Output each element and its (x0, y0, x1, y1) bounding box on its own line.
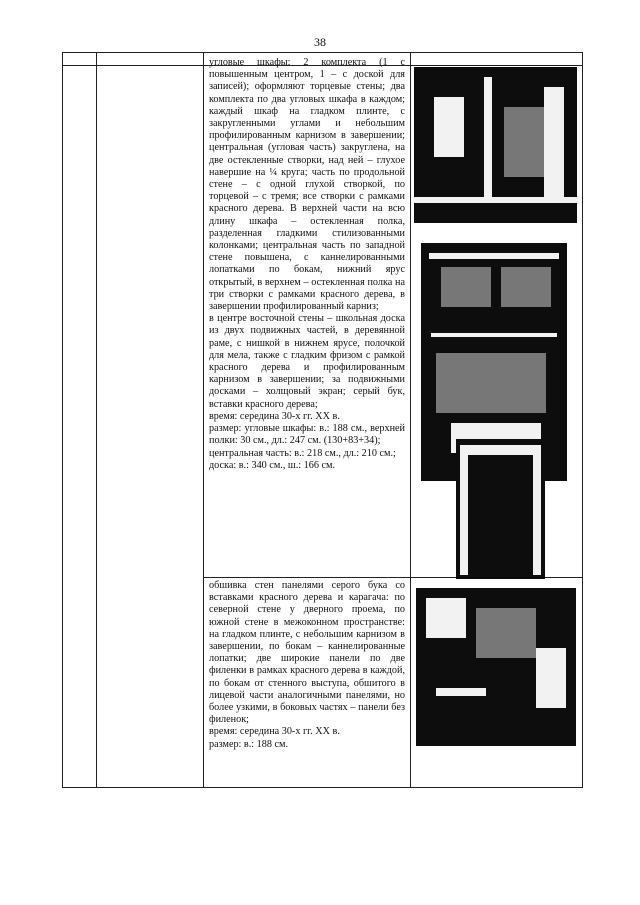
wall-panels-photo (416, 588, 576, 746)
row1-paragraph: размер: угловые шкафы: в.: 188 см., верхней полки: 30 см., дл.: 247 см. (130+83+34); (209, 423, 405, 447)
row1-description (209, 57, 405, 472)
row2-paragraph: обшивка стен панелями серого бука со вставками красного дерева и карагача: по северной стене у дверного проема, по южной стене в межоконном пространстве: на гладком плинте, с небольшим карнизом в завершении, по бокам – каннелированные лопатки; две широкие панели по две филенки в рамках красного дерева в каждой, по бокам от стенного выступа, обшитого в лицевой части аналогичными панелями, но более узкими, в боковых частях – панели без филенок; (209, 580, 405, 726)
row2-paragraph: размер: в.: 188 см. (209, 738, 289, 750)
corner-cabinet-photo (414, 67, 577, 223)
blackboard-photo (456, 439, 545, 579)
page-number: 38 (314, 35, 326, 49)
row1-paragraph: центральная часть: в.: 218 см., дл.: 210 см.; (209, 447, 396, 459)
column-divider-1 (96, 53, 97, 787)
column-divider-3 (410, 53, 411, 787)
row1-paragraph: в центре восточной стены – школьная доска из двух подвижных частей, в деревянной раме, с нишкой в нижнем ярусе, полочкой для мела, также с гладким фризом с рамкой красного дерева и профилированным карнизом в завершении; за подвижными досками – холщовый экран; серый бук, вставки красного дерева; (209, 313, 405, 410)
column-divider-2 (203, 53, 204, 787)
row1-paragraph: угловые шкафы: 2 комплекта (1 с повышенным центром, 1 – с доской для записей); оформляют торцевые стены; два комплекта по два угловых шкафа в каждом; каждый шкаф на гладком плинте, с закругленными углами и небольшим профилированным карнизом в завершении; центральная (угловая часть) закруглена, на две остекленные створки, над ней – глухое навершие на ¼ круга; часть по продольной стене – с одной глухой створкой, по торцевой – с тремя; все створки с рамками красного дерева. В верхней части на всю длину шкафа – остекленная полка, разделенная гладкими стилизованными колонками; центральная часть по западной стене повышена, с каннелированными лопатками по бокам, нижний ярус открытый, в верхнем – остекленная полка на три створки с рамками красного дерева, в завершении профилированный карниз; (209, 57, 405, 313)
row2-paragraph: время: середина 30-х гг. XX в. (209, 726, 340, 738)
row1-paragraph: время: середина 30-х гг. XX в. (209, 410, 340, 422)
row1-paragraph: доска: в.: 340 см., ш.: 166 см. (209, 459, 336, 471)
row2-description (209, 580, 405, 751)
objects-table (62, 52, 583, 788)
